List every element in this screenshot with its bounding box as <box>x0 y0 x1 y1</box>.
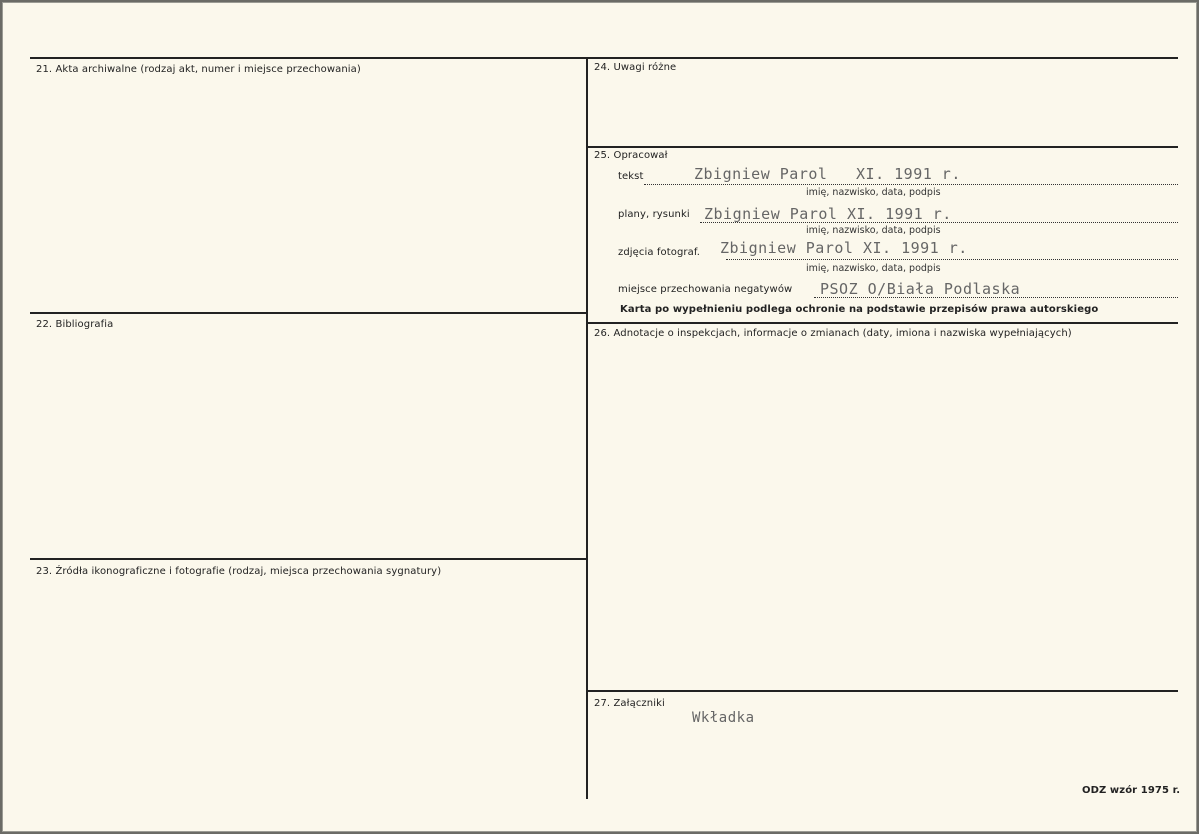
copyright-note: Karta po wypełnieniu podlega ochronie na podstawie przepisów prawa autorskiego <box>620 304 1099 315</box>
rule-26 <box>588 322 1178 324</box>
negatives-label: miejsce przechowania negatywów <box>618 284 793 295</box>
attachments-value: Wkładka <box>692 710 755 726</box>
plany-label: plany, rysunki <box>618 209 690 220</box>
form-footer: ODZ wzór 1975 r. <box>1082 785 1181 796</box>
tekst-caption: imię, nazwisko, data, podpis <box>806 187 941 198</box>
section-27-label: 27. Załączniki <box>594 698 665 709</box>
zdjecia-line <box>726 259 1178 260</box>
plany-value: Zbigniew Parol XI. 1991 r. <box>704 205 952 223</box>
center-divider <box>586 57 588 799</box>
section-21-label: 21. Akta archiwalne (rodzaj akt, numer i miejsce przechowania) <box>36 64 361 75</box>
rule-23 <box>30 558 586 560</box>
zdjecia-value: Zbigniew Parol XI. 1991 r. <box>720 239 968 257</box>
section-22-label: 22. Bibliografia <box>36 319 114 330</box>
section-23-label: 23. Źródła ikonograficzne i fotografie (rodzaj, miejsca przechowania sygnatury) <box>36 566 442 577</box>
tekst-label: tekst <box>618 171 644 182</box>
tekst-value: Zbigniew Parol XI. 1991 r. <box>694 165 961 183</box>
section-26-label: 26. Adnotacje o inspekcjach, informacje o zmianach (daty, imiona i nazwiska wypełniających) <box>594 328 1072 339</box>
top-rule <box>30 57 1178 59</box>
negatives-value: PSOZ O/Biała Podlaska <box>820 280 1021 298</box>
plany-caption: imię, nazwisko, data, podpis <box>806 225 941 236</box>
zdjecia-caption: imię, nazwisko, data, podpis <box>806 263 941 274</box>
tekst-line <box>644 184 1178 185</box>
zdjecia-label: zdjęcia fotograf. <box>618 247 701 258</box>
section-24-label: 24. Uwagi różne <box>594 62 677 73</box>
rule-25 <box>588 146 1178 148</box>
rule-22 <box>30 312 586 314</box>
section-25-label: 25. Opracował <box>594 150 668 161</box>
rule-27 <box>588 690 1178 692</box>
